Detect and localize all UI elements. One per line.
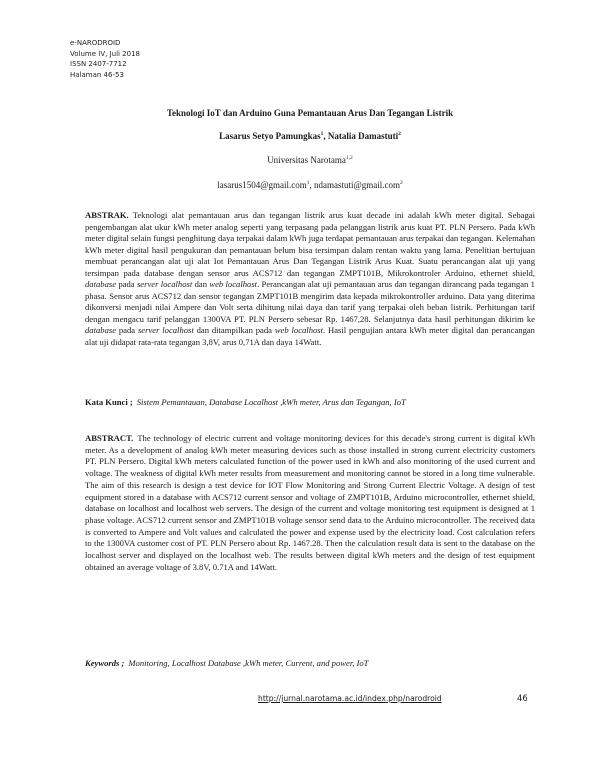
author-2: Natalia Damastuti bbox=[327, 131, 399, 141]
abstract-id-italic-4: database bbox=[85, 325, 117, 336]
abstract-id-italic-5: server localhost bbox=[137, 325, 194, 336]
keywords-id-list: Sistem Pemantauan, Database Localhost ,kWh meter, Arus dan Tegangan, IoT bbox=[136, 397, 406, 407]
keywords-id-label: Kata Kunci ; bbox=[85, 397, 133, 407]
email-separator: , bbox=[309, 180, 314, 190]
journal-name: e-NARODROID bbox=[70, 39, 121, 47]
journal-pages: Halaman 46-53 bbox=[70, 70, 124, 79]
abstract-english bbox=[85, 433, 535, 573]
journal-meta bbox=[70, 38, 140, 80]
journal-issn: ISSN 2407-7712 bbox=[70, 60, 127, 69]
affiliation bbox=[70, 155, 550, 165]
author-2-sup: 2 bbox=[398, 131, 401, 137]
abstract-en-text: The technology of electric current and voltage monitoring devices for this decade's strong current is digital kWh meter. As a development of analog kWh meter measuring devices such as those installed in strong current electricity customers PT. PLN Persero. Digital kWh meters calculated function of the power used in kWh and also monitoring of the used current and voltage. The weakness of digital kWh meter results from measurement and monitoring cannot be stored in a long time vulnerable. The aim of this research is design a test device for IOT Flow Monitoring and Strong Current Electric Voltage. A design of test equipment stored in a database with ACS712 current sensor and voltage of ZMPT101B, Arduino microcontroller, ethernet shield, database on localhost and localhost web servers. The design of the current and voltage monitoring test equipment is designed at 1 phase voltage. ACS712 current sensor and ZMPT101B voltage sensor send data to the Arduino microcontroller. The received data is converted to Ampere and Volt values and calculated the power and expense used by the electricity load. Cost calculation refers to the 1300VA customer cost of PT. PLN Persero about Rp. 1467.28. Then the calculation result data is sent to the database on the localhost server and displayed on the localhost web. The results between digital kWh meters and the design of test equipment obtained an average voltage of 3.8V, 0.71A and 14Watt. bbox=[85, 433, 535, 572]
page-number: 46 bbox=[517, 693, 528, 703]
abstract-id-italic-6: web localhost bbox=[274, 325, 324, 336]
author-separator: , bbox=[323, 131, 328, 141]
abstract-id-label: ABSTRAK. bbox=[85, 210, 129, 220]
abstract-id-text-2: pada bbox=[116, 279, 137, 290]
author-emails bbox=[70, 180, 550, 190]
abstract-id-italic-1: database bbox=[85, 279, 117, 290]
keywords-indonesian bbox=[85, 397, 545, 408]
abstract-en-label: ABSTRACT. bbox=[85, 433, 134, 443]
paper-title: Teknologi IoT dan Arduino Guna Pemantauan Arus Dan Tegangan Listrik bbox=[166, 108, 454, 118]
abstract-id-text-3: dan bbox=[192, 279, 210, 290]
keywords-en-label: Keywords ; bbox=[85, 658, 125, 668]
affiliation-name: Universitas Narotama bbox=[267, 155, 346, 165]
journal-url-link[interactable]: http://jurnal.narotama.ac.id/index.php/narodroid bbox=[258, 694, 442, 703]
abstract-id-text-6: dan ditampilkan pada bbox=[193, 325, 275, 336]
abstract-id-text-1: Teknologi alat pemantauan arus dan tegangan listrik arus kuat decade ini adalah kWh meter digital. Sebagai pengembangan alat ukur kWh meter analog seperti yang terpasang pada pelanggan listrik arus kuat PT. PLN Persero. Pada kWh meter digital selain fungsi penghitung daya terpakai dalam kWh juga terdapat pemantauan arus terpakai dan tegangan. Kelemahan kWh meter digital hasil pengukuran dan pemantauan belum bisa tersimpan dalam rentan waktu yang lama. Penelitian bertujuan membuat perancangan alat uji alat Iot Pemantauan Arus Dan Tegangan Listrik Arus Kuat. Suatu perancangan alat uji yang tersimpan pada database dengan sensor arus ACS712 dan tegangan ZMPT101B, Mikrokontroler Arduino, ethernet shield, bbox=[85, 210, 535, 278]
keywords-english bbox=[85, 658, 545, 669]
email-1[interactable]: lasarus1504@gmail.com bbox=[217, 180, 307, 190]
keywords-en-list: Monitoring, Localhost Database ,kWh meter, Current, and power, IoT bbox=[128, 658, 369, 668]
author-1: Lasarus Setyo Pamungkas bbox=[219, 131, 321, 141]
email-2[interactable]: ndamastuti@gmail.com bbox=[314, 180, 401, 190]
abstract-id-text-7: . Hasil pengujian antara kWh meter digital dan perancangan alat uji didapat rata-rata tegangan 3,8V, arus 0,71A dan daya 14Watt. bbox=[85, 325, 535, 348]
abstract-indonesian bbox=[85, 210, 535, 349]
email-2-sup: 2 bbox=[400, 180, 403, 186]
journal-volume: Volume IV, Juli 2018 bbox=[70, 49, 140, 58]
abstract-id-italic-3: web localhost bbox=[209, 279, 258, 290]
abstract-id-text-4: . Perancangan alat uji pemantauan arus dan tegangan dirancang pada tegangan 1 phasa. Sensor arus ACS712 dan sensor tegangan ZMPT101B mengirim data kepada mikrokontroller arduino. Data yang diterima dikonversi menjadi nilai Ampere dan Volt serta dihitung nilai daya dan tarif yang terpakai oleh beban listrik. Perhitungan tarif dengan mengacu tarif pelanggan 1300VA PT. PLN Persero sebesar Rp. 1467,28. Selanjutnya data hasil perhitungan dikirim ke bbox=[85, 279, 535, 324]
paper-authors bbox=[70, 131, 550, 141]
email-1-sup: 1 bbox=[306, 180, 310, 186]
author-1-sup: 1 bbox=[320, 131, 324, 137]
abstract-id-text-5: pada bbox=[116, 325, 138, 336]
abstract-id-italic-2: server localhost bbox=[136, 279, 193, 290]
affiliation-sup: 1,2 bbox=[345, 155, 353, 161]
